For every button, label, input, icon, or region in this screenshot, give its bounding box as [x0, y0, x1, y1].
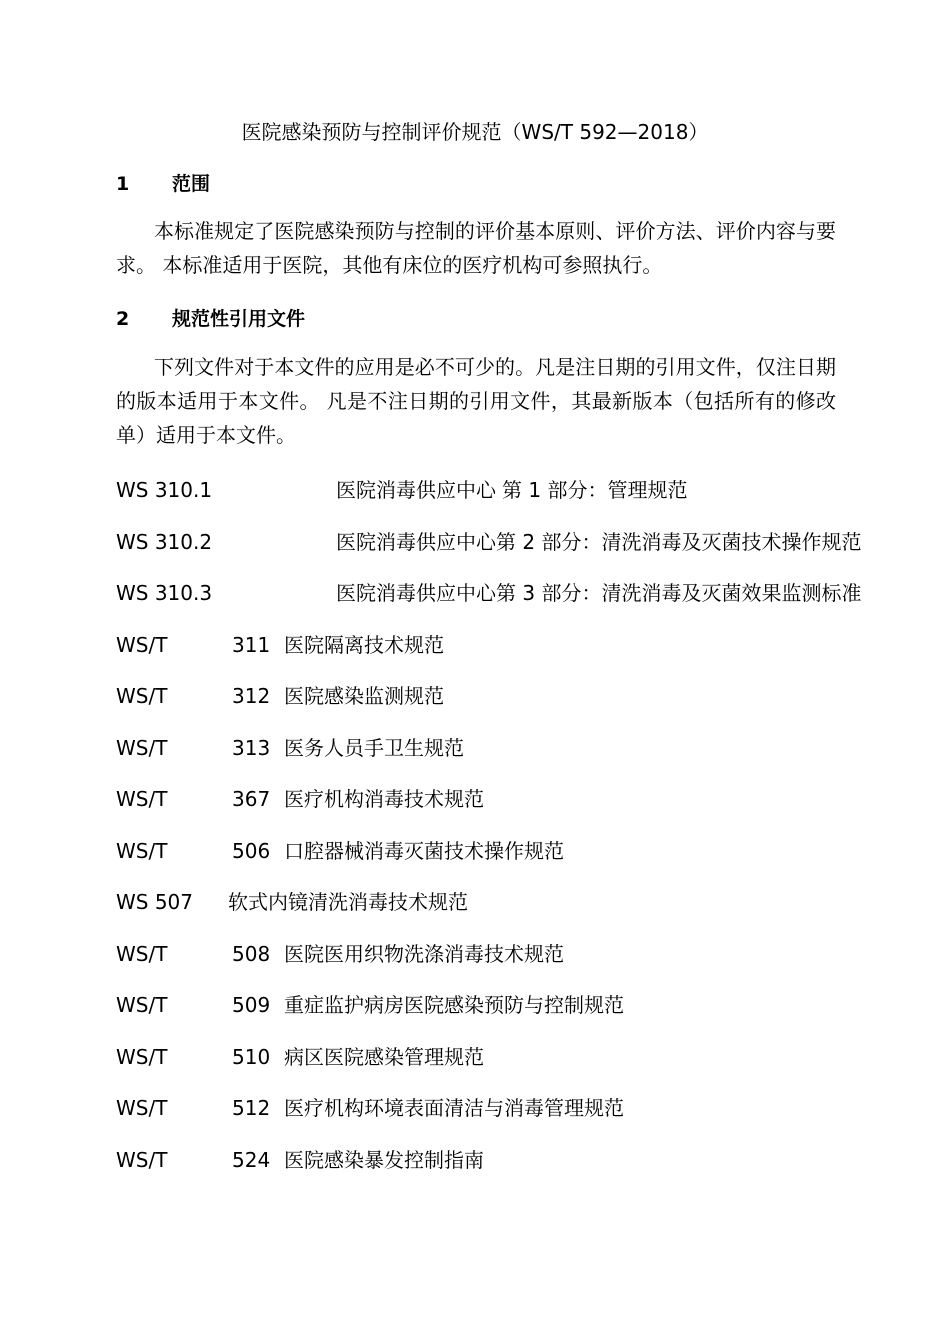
- reference-name: 医院隔离技术规范: [284, 633, 444, 657]
- reference-name: 病区医院感染管理规范: [284, 1045, 484, 1069]
- reference-item: [116, 734, 464, 762]
- reference-number: 524: [232, 1148, 271, 1172]
- reference-item: [116, 682, 444, 710]
- reference-code: WS 507: [116, 890, 194, 914]
- reference-name: 医院消毒供应中心: [336, 530, 496, 554]
- reference-name: 医院感染监测规范: [284, 684, 444, 708]
- reference-code: WS/T: [116, 684, 168, 708]
- reference-code: WS/T: [116, 633, 168, 657]
- reference-code: WS/T: [116, 942, 168, 966]
- reference-item: [116, 837, 564, 865]
- reference-name: 医院消毒供应中心: [336, 581, 496, 605]
- reference-item: [116, 1043, 484, 1071]
- reference-item: [116, 888, 468, 916]
- reference-code: WS/T: [116, 787, 168, 811]
- reference-code: WS/T: [116, 993, 168, 1017]
- reference-name: 重症监护病房医院感染预防与控制规范: [284, 993, 624, 1017]
- reference-code: WS/T: [116, 1096, 168, 1120]
- reference-number: 509: [232, 993, 271, 1017]
- reference-number: 512: [232, 1096, 271, 1120]
- document-title: 医院感染预防与控制评价规范（WS/T 592—2018）: [241, 120, 709, 144]
- reference-number: 313: [232, 736, 271, 760]
- reference-name: 医院医用织物洗涤消毒技术规范: [284, 942, 564, 966]
- reference-part: 第 3 部分：清洗消毒及灭菌效果监测标准: [496, 581, 862, 605]
- reference-code: WS/T: [116, 1148, 168, 1172]
- reference-name: 口腔器械消毒灭菌技术操作规范: [284, 839, 564, 863]
- reference-name: 医疗机构环境表面清洁与消毒管理规范: [284, 1096, 624, 1120]
- reference-name: 软式内镜清洗消毒技术规范: [228, 890, 468, 914]
- reference-number: 367: [232, 787, 271, 811]
- reference-code: WS/T: [116, 736, 168, 760]
- reference-code: WS 310.3: [116, 581, 213, 605]
- reference-item: [116, 940, 564, 968]
- reference-item: [116, 528, 861, 556]
- reference-name: 医院消毒供应中心: [336, 478, 496, 502]
- reference-number: 510: [232, 1045, 271, 1069]
- section-1-title: 范围: [172, 173, 211, 195]
- reference-name: 医院感染暴发控制指南: [284, 1148, 484, 1172]
- reference-number: 508: [232, 942, 271, 966]
- reference-code: WS/T: [116, 839, 168, 863]
- reference-part: 第 2 部分：清洗消毒及灭菌技术操作规范: [496, 530, 862, 554]
- reference-item: [116, 1146, 484, 1174]
- reference-code: WS 310.2: [116, 530, 213, 554]
- reference-code: WS 310.1: [116, 478, 213, 502]
- section-2-title: 规范性引用文件: [172, 308, 306, 330]
- section-2-number: 2: [116, 308, 130, 330]
- reference-number: 312: [232, 684, 271, 708]
- reference-item: [116, 476, 687, 504]
- reference-item: [116, 991, 624, 1019]
- reference-item: [116, 785, 484, 813]
- reference-name: 医疗机构消毒技术规范: [284, 787, 484, 811]
- reference-number: 311: [232, 633, 271, 657]
- reference-number: 506: [232, 839, 271, 863]
- reference-name: 医务人员手卫生规范: [284, 736, 464, 760]
- reference-item: [116, 631, 444, 659]
- reference-item: [116, 1094, 624, 1122]
- reference-item: [116, 579, 861, 607]
- reference-part: 第 1 部分：管理规范: [502, 478, 688, 502]
- section-1-number: 1: [116, 173, 130, 195]
- reference-code: WS/T: [116, 1045, 168, 1069]
- section-1-paragraph: 本标准规定了医院感染预防与控制的评价基本原则、评价方法、评价内容与要求。 本标准适用于医院，其他有床位的医疗机构可参照执行。: [116, 219, 836, 277]
- section-2-heading: [116, 306, 305, 332]
- section-2-paragraph: 下列文件对于本文件的应用是必不可少的。凡是注日期的引用文件，仅注日期的版本适用于本文件。 凡是不注日期的引用文件，其最新版本（包括所有的修改单）适用于本文件。: [116, 355, 836, 447]
- section-1-heading: [116, 171, 210, 197]
